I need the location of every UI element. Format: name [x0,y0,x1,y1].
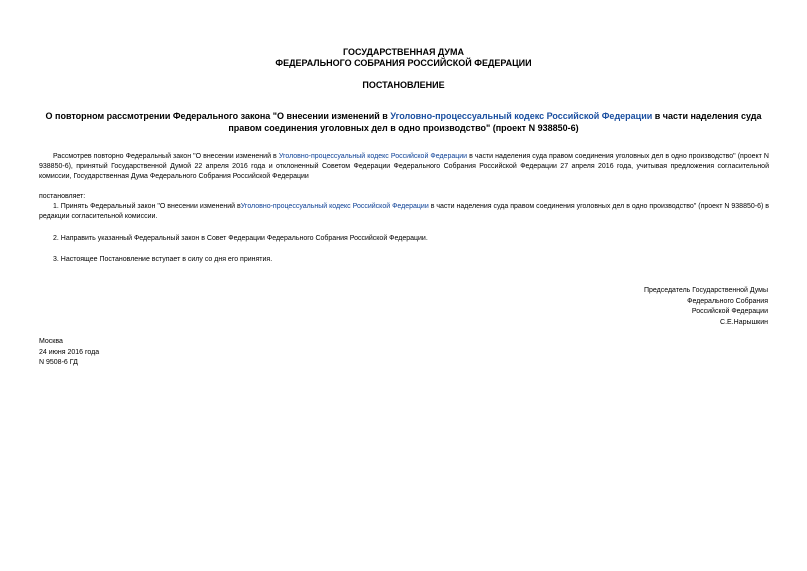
intro-text-after: в части наделения суда правом соединения уголовных дел в одно производство" (проект N 938850-6), принятый Государственной Думой 22 апреля 2016 года и отклоненный Советом Федерации Федерального Собрания Российской Федерации 27 апреля 2016 года, учитывая предложения согласительной комиссии, Государственная Дума Федерального Собрания Российской Федерации [39,153,769,180]
document-title [40,110,767,134]
resolves-line: постановляет: [39,193,86,200]
resolution-item-2: 2. Направить указанный Федеральный закон в Совет Федерации Федерального Собрания Российской Федерации. [53,235,428,242]
org-name-line1: ГОСУДАРСТВЕННАЯ ДУМА [342,47,465,57]
issue-date: 24 июня 2016 года [39,348,100,356]
document-number: N 9508-6 ГД [39,359,78,366]
document-type-heading: ПОСТАНОВЛЕНИЕ [362,80,445,90]
intro-code-link[interactable]: Уголовно-процессуальный кодекс Российской Федерации [278,153,468,160]
intro-text-before: Рассмотрев повторно Федеральный закон "О внесении изменений в [53,153,279,160]
intro-paragraph [39,152,769,182]
signatory-title-line2: Федерального Собрания [687,297,768,305]
issue-city: Москва [39,338,63,345]
title-text-after: в части наделения суда правом соединения уголовных дел в одно производство" (проект N 938850-6) [228,111,762,133]
title-code-link[interactable]: Уголовно-процессуальный кодекс Российской Федерации [390,111,653,121]
title-text-before: О повторном рассмотрении Федерального закона "О внесении изменений в [45,111,391,121]
item1-text-after: в части наделения суда правом соединения уголовных дел в одно производство" (проект N 938850-6) в редакции согласительной комиссии. [39,203,769,220]
resolution-item-3: 3. Настоящее Постановление вступает в силу со дня его принятия. [53,256,273,263]
signature-block [644,286,768,328]
org-name-line2: ФЕДЕРАЛЬНОГО СОБРАНИЯ РОССИЙСКОЙ ФЕДЕРАЦИИ [275,58,532,68]
signatory-name: С.Е.Нарышкин [720,318,768,326]
resolution-item-1 [39,202,769,222]
signatory-title-line1: Председатель Государственной Думы [643,287,768,294]
document-footer [39,337,99,369]
item1-code-link[interactable]: Уголовно-процессуальный кодекс Российской Федерации [240,203,429,210]
signatory-title-line3: Российской Федерации [691,308,768,315]
item1-text-before: 1. Принять Федеральный закон "О внесении изменений в [53,203,241,210]
